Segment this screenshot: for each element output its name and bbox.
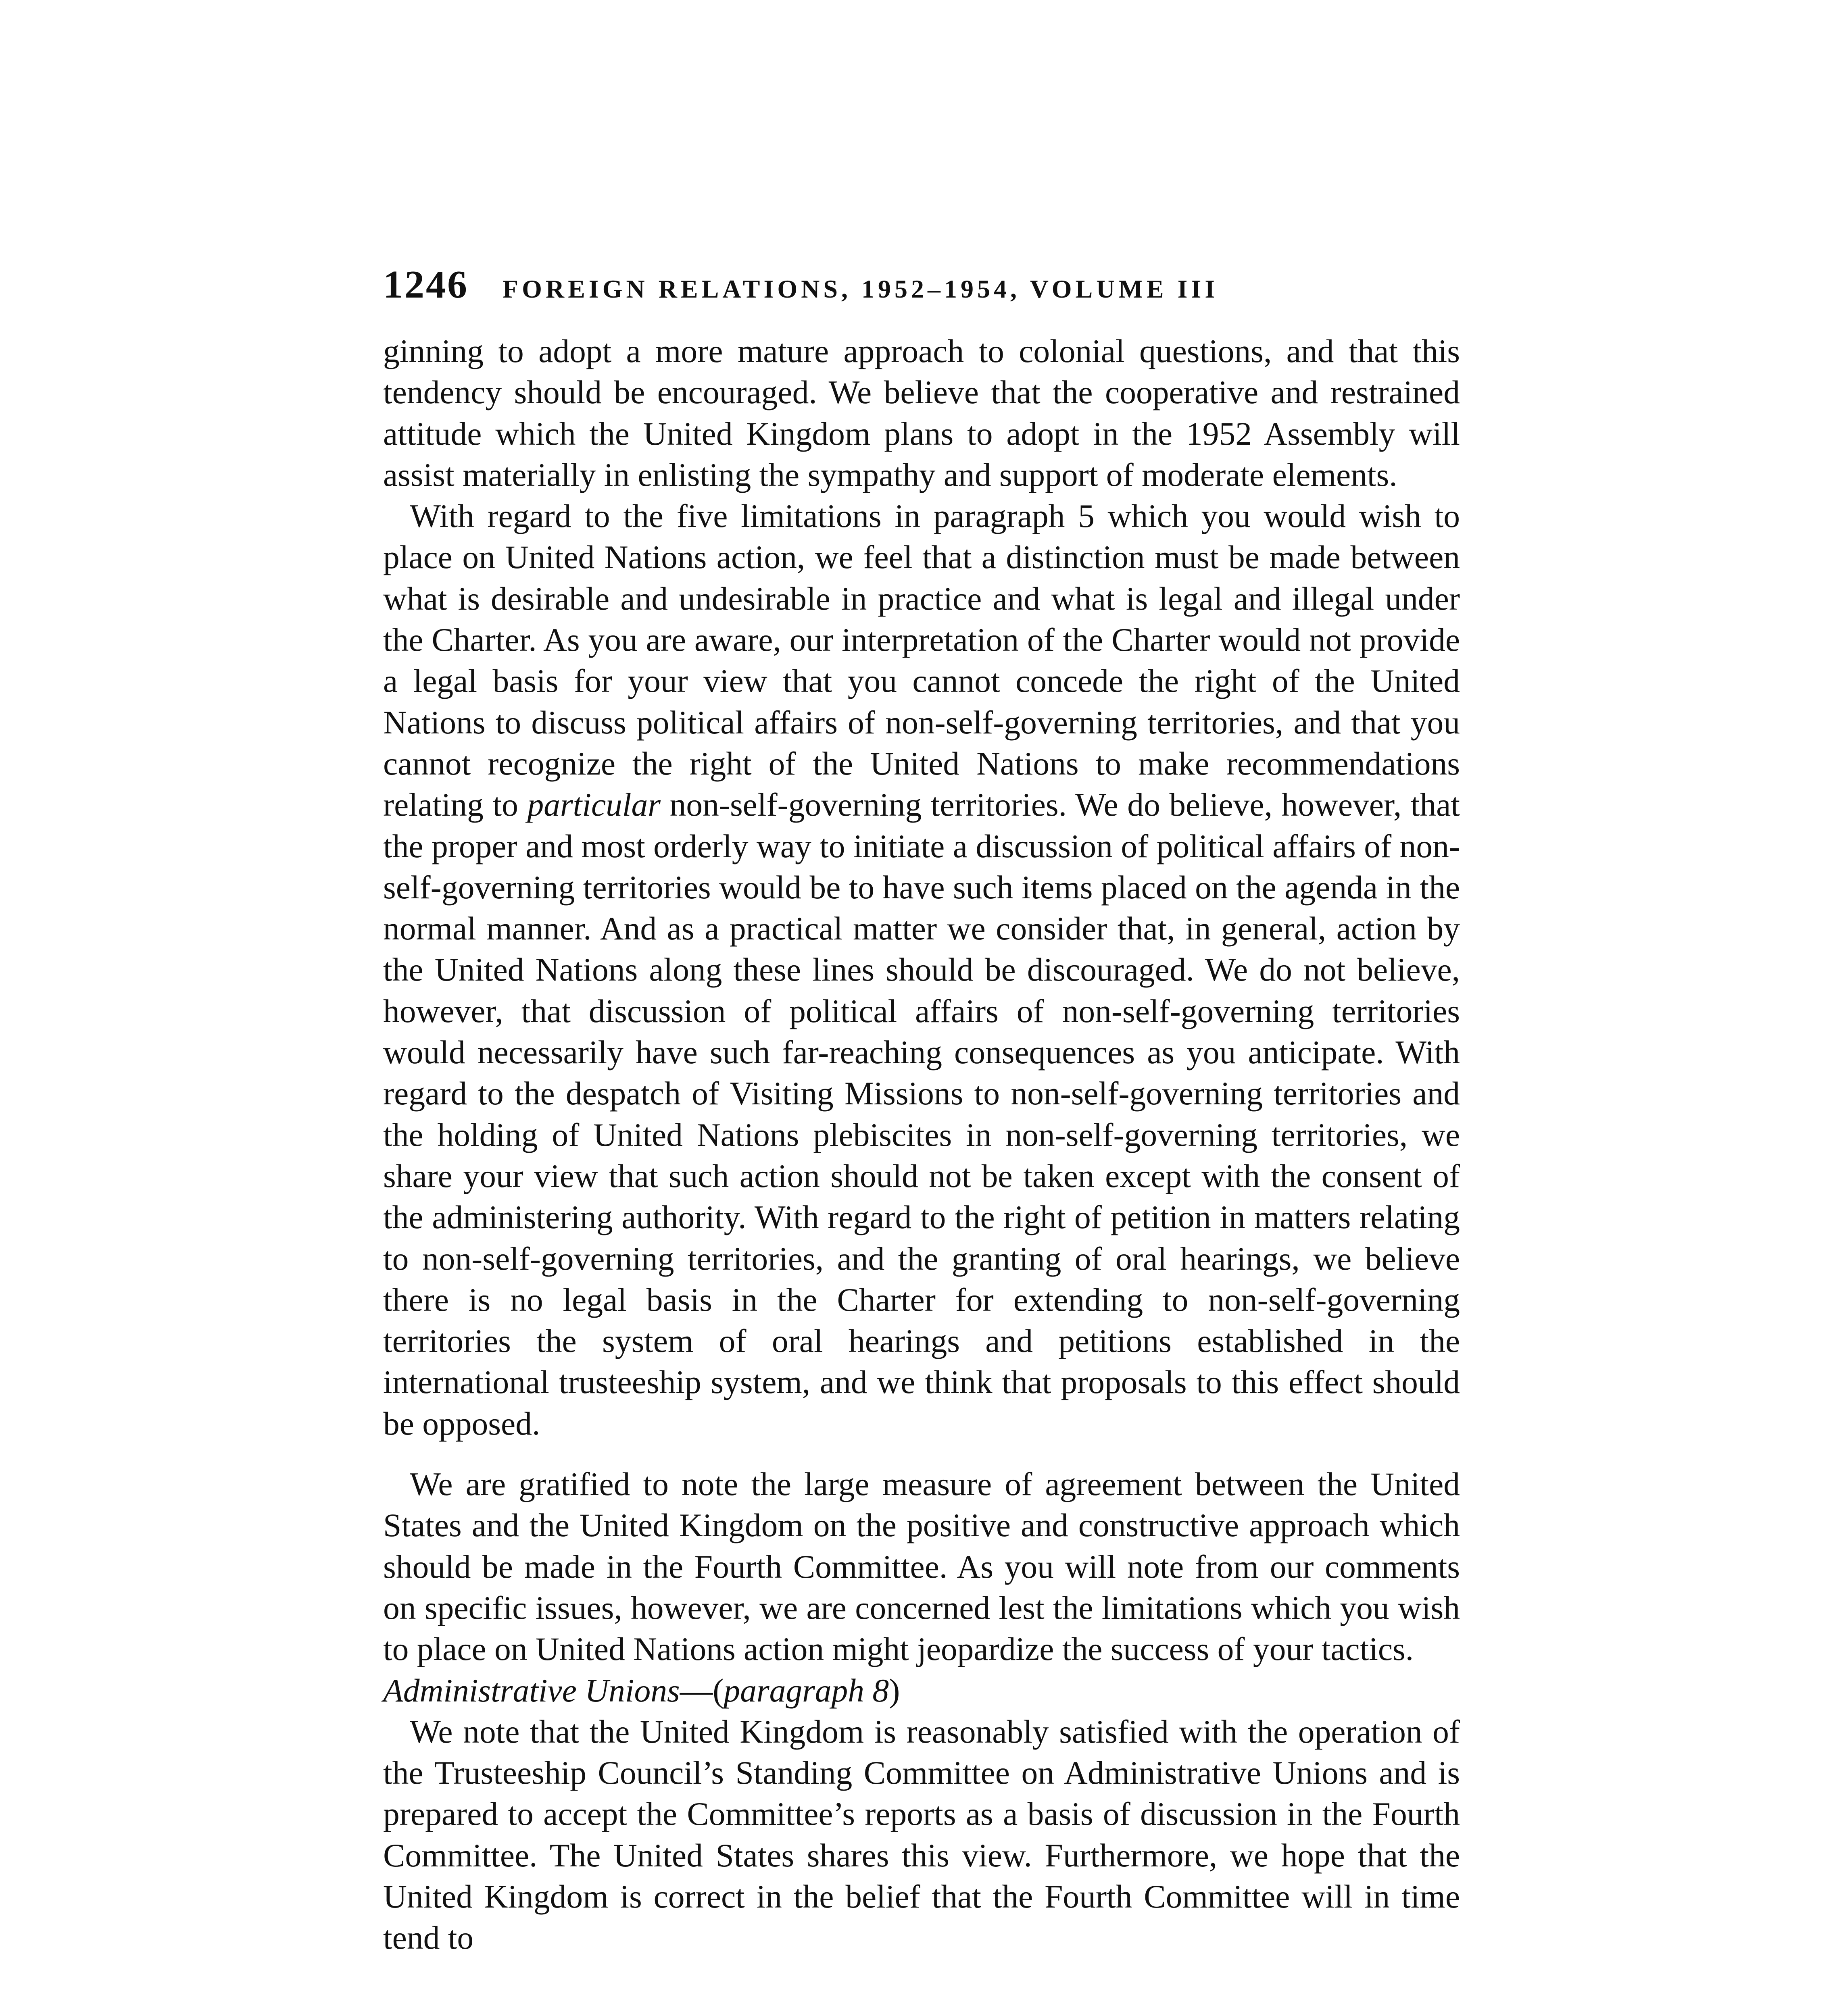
paragraph-five-limitations [383, 496, 1460, 1444]
running-title: FOREIGN RELATIONS, 1952–1954, VOLUME III [503, 275, 1219, 303]
emphasis-particular: particular [527, 786, 661, 823]
paragraph-text: non-self-governing territories. We do believe, however, that the proper and most orderly way to initiate a discussion of political affairs of non-self-governing territories would be to have such items placed on the agenda in the normal manner. And as a practical matter we consider that, in general, action by the United Nations along these lines should be discouraged. We do not believe, however, that discussion of political affairs of non-self-governing territories would necessarily have such far-reaching consequences as you anticipate. With regard to the despatch of Visiting Missions to non-self-governing territories and the holding of United Nations plebiscites in non-self-governing territories, we share your view that such action should not be taken except with the consent of the administering authority. With regard to the right of petition in matters relating to non-self-governing territories, and the granting of oral hearings, we believe there is no legal basis in the Charter for extending to non-self-governing territories the system of oral hearings and petitions established in the international trusteeship system, and we think that proposals to this effect should be opposed. [383, 786, 1460, 1442]
section-heading [383, 1670, 1460, 1711]
paragraph-agreement: We are gratified to note the large measure of agreement between the United States and the United Kingdom on the positive and constructive approach which should be made in the Fourth Committee. As you will note from our comments on specific issues, however, we are concerned lest the limitations which you wish to place on United Nations action might jeopardize the success of your tactics. [383, 1466, 1460, 1668]
paragraph-continued: ginning to adopt a more mature approach to colonial questions, and that this tendency should be encouraged. We believe that the cooperative and restrained attitude which the United Kingdom plans to adopt in the 1952 Assembly will assist materially in enlisting the sympathy and support of moderate elements. [383, 333, 1460, 493]
paragraph-administrative-unions: We note that the United Kingdom is reasonably satisfied with the operation of the Trusteeship Council’s Standing Committee on Administrative Unions and is prepared to accept the Committee’s reports as a basis of discussion in the Fourth Committee. The United States shares this view. Furthermore, we hope that the United Kingdom is correct in the belief that the Fourth Committee will in time tend to [383, 1713, 1460, 1956]
body-text [383, 331, 1460, 1959]
section-heading-open-paren: ( [713, 1672, 724, 1709]
page-number: 1246 [383, 263, 469, 306]
section-heading-close-paren: ) [889, 1672, 900, 1709]
paragraph-text: With regard to the five limitations in paragraph 5 which you would wish to place on United Nations action, we feel that a distinction must be made between what is desirable and undesirable in practice and what is legal and illegal under the Charter. As you are aware, our interpretation of the Charter would not provide a legal basis for your view that you cannot concede the right of the United Nations to discuss political affairs of non-self-governing territories, and that you cannot recognize the right of the United Nations to make recommendations relating to [383, 498, 1460, 823]
section-heading-reference: paragraph 8 [724, 1672, 889, 1709]
running-head [383, 262, 1472, 310]
section-heading-title: Administrative Unions [383, 1672, 680, 1709]
section-heading-dash: — [680, 1672, 713, 1709]
